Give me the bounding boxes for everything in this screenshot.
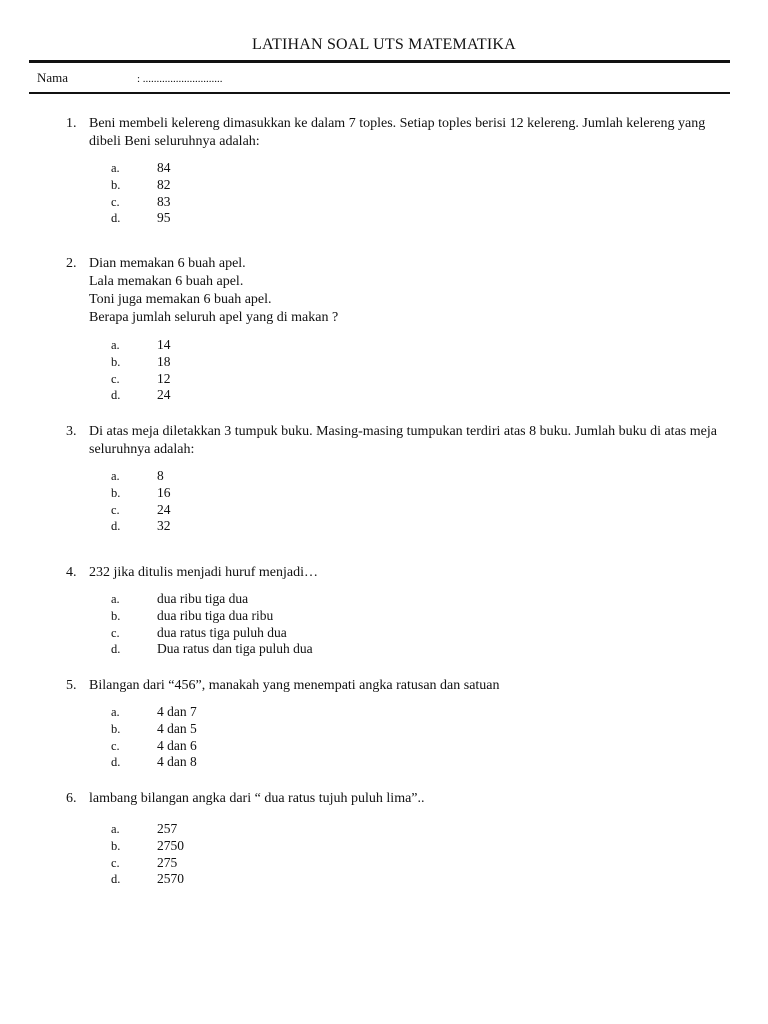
- option-letter: c.: [111, 194, 120, 209]
- question-text: 232 jika ditulis menjadi huruf menjadi…: [89, 565, 319, 580]
- option-value: 2570: [157, 871, 184, 887]
- option-letter: d.: [111, 642, 121, 657]
- option-letter: a.: [111, 161, 120, 175]
- option-letter: d.: [111, 211, 121, 226]
- option-value: 12: [157, 370, 171, 386]
- header-top-rule: [29, 60, 730, 63]
- option-value: 24: [157, 501, 171, 517]
- option-letter: a.: [111, 338, 120, 352]
- option-letter: a.: [111, 469, 120, 483]
- option-letter: b.: [111, 485, 121, 500]
- question-3: [66, 423, 730, 459]
- option-letter: b.: [111, 354, 121, 369]
- question-number: 1.: [66, 116, 77, 131]
- option-b[interactable]: [111, 177, 171, 194]
- option-letter: d.: [111, 755, 121, 770]
- option-value: dua ribu tiga dua ribu: [157, 607, 274, 623]
- question-number: 5.: [66, 678, 77, 693]
- option-letter: b.: [111, 721, 121, 736]
- option-letter: c.: [111, 371, 120, 386]
- option-d[interactable]: [111, 210, 171, 227]
- question-text: Dian memakan 6 buah apel. Lala memakan 6 buah apel. Toni juga memakan 6 buah apel. Berapa jumlah seluruh apel yang di makan ?: [89, 256, 339, 325]
- option-c[interactable]: [111, 855, 184, 872]
- option-value: 275: [157, 854, 178, 870]
- option-c[interactable]: [111, 738, 197, 755]
- option-value: 83: [157, 193, 171, 209]
- option-letter: d.: [111, 388, 121, 403]
- question-3-options: [111, 468, 171, 535]
- option-letter: b.: [111, 838, 121, 853]
- option-a[interactable]: [111, 591, 313, 608]
- option-value: 4 dan 6: [157, 737, 197, 753]
- option-value: 82: [157, 176, 171, 192]
- option-d[interactable]: [111, 754, 197, 771]
- option-a[interactable]: [111, 821, 184, 838]
- question-text: Di atas meja diletakkan 3 tumpuk buku. Masing-masing tumpukan terdiri atas 8 buku. Jumlah buku di atas meja seluruhnya adalah:: [89, 424, 717, 457]
- option-b[interactable]: [111, 354, 171, 371]
- question-4-options: [111, 591, 313, 658]
- question-1-options: [111, 160, 171, 227]
- option-value: 84: [157, 160, 171, 175]
- option-value: 16: [157, 484, 171, 500]
- option-value: 257: [157, 821, 178, 836]
- question-6: [66, 790, 730, 808]
- name-label: Nama: [37, 70, 69, 85]
- option-letter: c.: [111, 625, 120, 640]
- name-blank[interactable]: : .............................: [137, 73, 223, 85]
- question-number: 3.: [66, 424, 77, 439]
- option-d[interactable]: [111, 518, 171, 535]
- option-a[interactable]: [111, 704, 197, 721]
- question-6-options: [111, 821, 184, 888]
- option-a[interactable]: [111, 468, 171, 485]
- page-title: LATIHAN SOAL UTS MATEMATIKA: [252, 36, 516, 53]
- option-letter: d.: [111, 519, 121, 534]
- option-letter: c.: [111, 738, 120, 753]
- option-c[interactable]: [111, 371, 171, 388]
- option-letter: b.: [111, 177, 121, 192]
- question-2-options: [111, 337, 171, 404]
- option-value: 4 dan 7: [157, 704, 197, 719]
- option-letter: a.: [111, 592, 120, 606]
- option-letter: b.: [111, 608, 121, 623]
- option-value: 32: [157, 518, 171, 534]
- header-bottom-rule: [29, 92, 730, 94]
- option-value: dua ratus tiga puluh dua: [157, 624, 287, 640]
- option-value: dua ribu tiga dua: [157, 591, 249, 606]
- option-value: 4 dan 5: [157, 720, 197, 736]
- question-number: 6.: [66, 791, 77, 806]
- option-d[interactable]: [111, 641, 313, 658]
- option-value: 8: [157, 468, 164, 483]
- question-number: 4.: [66, 565, 77, 580]
- question-text: Bilangan dari “456”, manakah yang menempati angka ratusan dan satuan: [89, 678, 500, 693]
- option-value: 14: [157, 337, 171, 352]
- option-letter: d.: [111, 872, 121, 887]
- option-b[interactable]: [111, 485, 171, 502]
- question-4: [66, 564, 730, 582]
- option-value: 4 dan 8: [157, 754, 197, 770]
- option-letter: a.: [111, 705, 120, 719]
- option-value: 18: [157, 353, 171, 369]
- question-text: lambang bilangan angka dari “ dua ratus tujuh puluh lima”..: [89, 791, 425, 806]
- option-letter: a.: [111, 822, 120, 836]
- option-a[interactable]: [111, 337, 171, 354]
- option-c[interactable]: [111, 625, 313, 642]
- option-d[interactable]: [111, 871, 184, 888]
- question-1: [66, 115, 730, 151]
- name-field-row: [37, 70, 223, 86]
- question-text: Beni membeli kelereng dimasukkan ke dalam 7 toples. Setiap toples berisi 12 kelereng. Jumlah kelereng yang dibeli Beni seluruhnya adalah:: [89, 116, 706, 149]
- option-b[interactable]: [111, 608, 313, 625]
- option-b[interactable]: [111, 721, 197, 738]
- question-5-options: [111, 704, 197, 771]
- option-d[interactable]: [111, 387, 171, 404]
- option-value: 24: [157, 387, 171, 403]
- option-letter: c.: [111, 502, 120, 517]
- option-value: Dua ratus dan tiga puluh dua: [157, 641, 313, 657]
- option-value: 2750: [157, 837, 184, 853]
- option-b[interactable]: [111, 838, 184, 855]
- question-number: 2.: [66, 256, 77, 271]
- option-a[interactable]: [111, 160, 171, 177]
- option-value: 95: [157, 210, 171, 226]
- option-c[interactable]: [111, 194, 171, 211]
- option-letter: c.: [111, 855, 120, 870]
- question-2: [66, 255, 730, 327]
- question-5: [66, 677, 730, 695]
- option-c[interactable]: [111, 502, 171, 519]
